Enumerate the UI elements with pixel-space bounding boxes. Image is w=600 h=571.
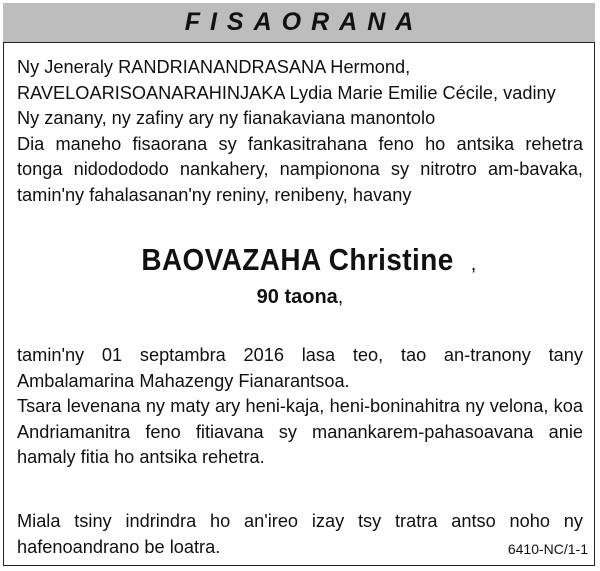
intro-section	[17, 55, 583, 208]
reference-code: 6410-NC/1-1	[507, 541, 588, 557]
intro-line-2: RAVELOARISOANARAHINJAKA Lydia Marie Emilie Cécile, vadiny	[17, 82, 556, 103]
deceased-name: BAOVAZAHA Christine	[141, 242, 454, 277]
notice-title: FISAORANA	[184, 8, 424, 36]
deceased-age-line	[0, 286, 600, 309]
details-section	[17, 343, 583, 471]
deceased-name-comma: ,	[470, 253, 477, 275]
closing-paragraph: Miala tsiny indrindra ho an'ireo izay tsy tratra antso noho ny hafenoandrano be loatra.	[17, 511, 583, 557]
closing-section	[17, 509, 583, 560]
details-paragraph-2: Tsara levenana ny maty ary heni-kaja, heni-boninahitra ny velona, koa Andriamanitra feno fitiavana sy manankarem-pahasoavana anie hamaly fitia ho antsika rehetra.	[17, 396, 583, 467]
intro-line-3: Ny zanany, ny zafiny ary ny fianakaviana manontolo	[17, 108, 436, 128]
deceased-age: 90 taona	[256, 286, 338, 308]
notice-header	[3, 3, 595, 43]
deceased-name-line	[0, 242, 600, 278]
intro-line-1: Ny Jeneraly RANDRIANANDRASANA Hermond,	[17, 57, 411, 77]
details-paragraph-1: tamin'ny 01 septambra 2016 lasa teo, tao an-tranony tany Ambalamarina Mahazengy Fianarantsoa.	[17, 345, 583, 391]
deceased-age-comma: ,	[337, 286, 344, 308]
intro-paragraph: Dia maneho fisaorana sy fankasitrahana feno ho antsika rehetra tonga nidodododo nankahery, nampionona sy nitrotro am-bavaka, tamin'ny fahalasanan'ny reniny, renibeny, havany	[17, 133, 583, 205]
